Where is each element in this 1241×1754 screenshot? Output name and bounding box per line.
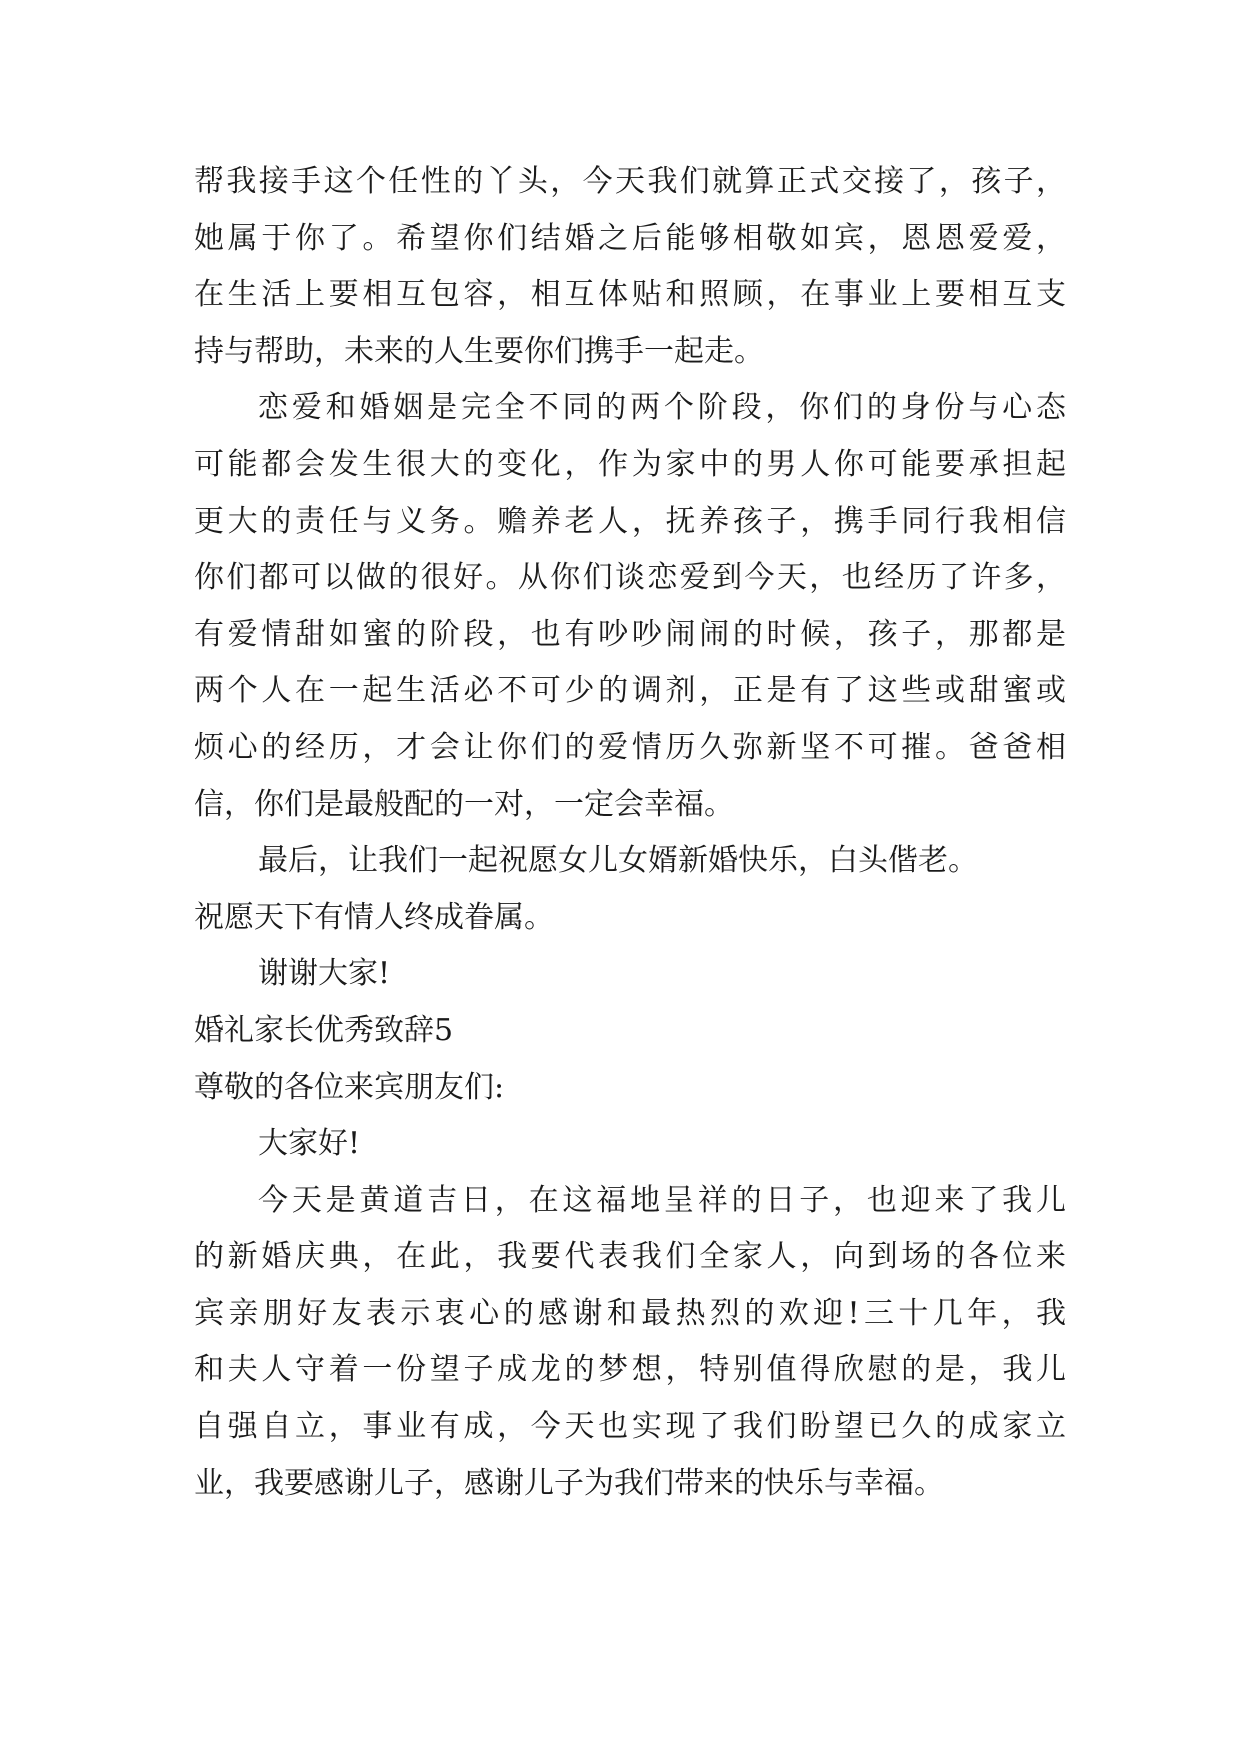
text-line: 和夫人守着一份望子成龙的梦想，特别值得欣慰的是，我儿 bbox=[194, 1352, 1066, 1388]
text-line: 今天是黄道吉日，在这福地呈祥的日子，也迎来了我儿 bbox=[258, 1182, 1066, 1218]
text-line: 的新婚庆典，在此，我要代表我们全家人，向到场的各位来 bbox=[194, 1239, 1066, 1275]
document-body bbox=[194, 154, 1066, 1512]
text-line: 两个人在一起生活必不可少的调剂，正是有了这些或甜蜜或 bbox=[194, 673, 1066, 709]
text-line: 宾亲朋好友表示衷心的感谢和最热烈的欢迎!三十几年，我 bbox=[194, 1295, 1066, 1331]
text-line: 谢谢大家! bbox=[258, 956, 391, 992]
text-line: 更大的责任与义务。赡养老人，抚养孩子，携手同行我相信 bbox=[194, 503, 1066, 539]
text-line: 帮我接手这个任性的丫头，今天我们就算正式交接了，孩子， bbox=[194, 164, 1066, 199]
text-line: 最后，让我们一起祝愿女儿女婿新婚快乐，白头偕老。 bbox=[258, 843, 978, 879]
text-line: 有爱情甜如蜜的阶段，也有吵吵闹闹的时候，孩子，那都是 bbox=[194, 616, 1066, 652]
text-line: 她属于你了。希望你们结婚之后能够相敬如宾，恩恩爱爱， bbox=[194, 220, 1066, 256]
text-line: 祝愿天下有情人终成眷属。 bbox=[194, 899, 554, 935]
section-heading: 婚礼家长优秀致辞5 bbox=[194, 1012, 454, 1048]
text-line: 持与帮助，未来的人生要你们携手一起走。 bbox=[194, 333, 764, 369]
text-line: 恋爱和婚姻是完全不同的两个阶段，你们的身份与心态 bbox=[258, 390, 1066, 426]
text-line: 业，我要感谢儿子，感谢儿子为我们带来的快乐与幸福。 bbox=[194, 1465, 944, 1501]
text-line: 烦心的经历，才会让你们的爱情历久弥新坚不可摧。爸爸相 bbox=[194, 729, 1066, 765]
text-line: 自强自立，事业有成，今天也实现了我们盼望已久的成家立 bbox=[194, 1409, 1066, 1445]
text-line: 在生活上要相互包容，相互体贴和照顾，在事业上要相互支 bbox=[194, 277, 1066, 313]
text-line: 可能都会发生很大的变化，作为家中的男人你可能要承担起 bbox=[194, 446, 1066, 482]
salutation: 尊敬的各位来宾朋友们: bbox=[194, 1069, 505, 1105]
text-line: 信，你们是最般配的一对，一定会幸福。 bbox=[194, 786, 734, 822]
greeting: 大家好! bbox=[258, 1126, 361, 1162]
text-line: 你们都可以做的很好。从你们谈恋爱到今天，也经历了许多， bbox=[194, 560, 1066, 596]
